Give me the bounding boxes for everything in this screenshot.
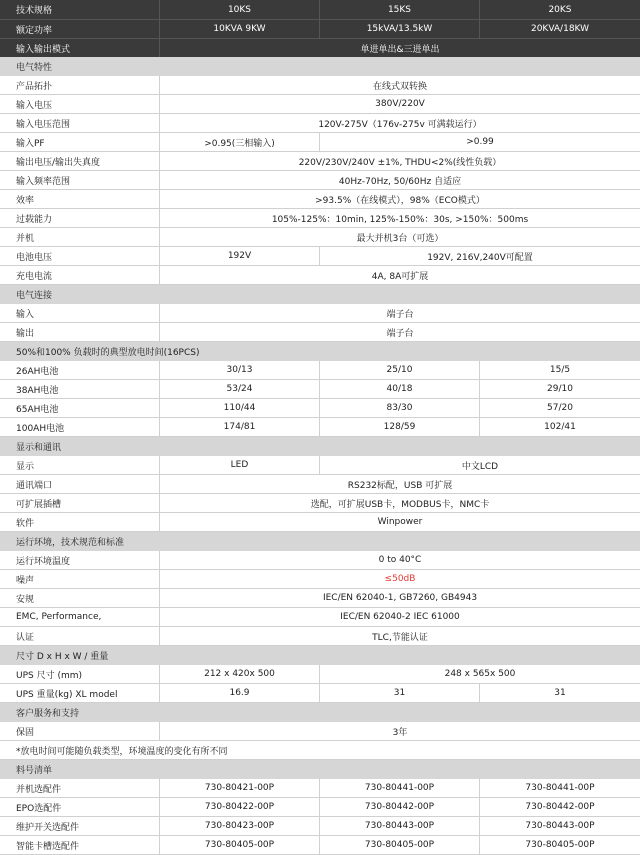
spec-row (0, 589, 640, 608)
model-10ks: 10KS (160, 0, 320, 19)
spec-label: 输入电压范围 (0, 114, 160, 132)
section-header (0, 532, 640, 551)
spec-label: 过载能力 (0, 209, 160, 227)
spec-row (0, 380, 640, 399)
spec-row (0, 836, 640, 855)
io-label: 输入输出模式 (0, 39, 160, 57)
spec-label: 并机选配件 (0, 779, 160, 797)
spec-row (0, 228, 640, 247)
power-label: 额定功率 (0, 20, 160, 38)
spec-value: 105%-125%：10min, 125%-150%：30s, >150%：500ms (271, 214, 529, 225)
spec-row (0, 608, 640, 627)
spec-label: 可扩展插槽 (0, 494, 160, 512)
spec-row (0, 114, 640, 133)
section-title: 电气特性 (16, 63, 53, 73)
spec-label: 软件 (0, 513, 160, 531)
spec-label: 输入PF (0, 133, 160, 151)
spec-label: EPO选配件 (0, 798, 160, 816)
spec-row (0, 152, 640, 171)
section-header (0, 342, 640, 361)
spec-row (0, 323, 640, 342)
spec-row (0, 171, 640, 190)
spec-row (0, 456, 640, 475)
spec-value: 730-80442-00P (320, 798, 480, 816)
spec-label: UPS 尺寸 (mm) (0, 665, 160, 683)
power-15ks: 15kVA/13.5kW (320, 20, 480, 38)
spec-value: 730-80443-00P (525, 821, 595, 831)
section-title: 显示和通讯 (16, 443, 62, 453)
spec-value: IEC/EN 62040-1, GB7260, GB4943 (322, 593, 478, 603)
spec-value: 端子台 (386, 328, 414, 339)
io-value: 单进单出&三进单出 (360, 44, 440, 55)
spec-value: 3年 (392, 727, 408, 738)
spec-label: 输入 (0, 304, 160, 322)
spec-value: 中文LCD (461, 461, 499, 472)
spec-row (0, 798, 640, 817)
spec-value: Winpower (377, 517, 423, 527)
power-10ks: 10KVA 9KW (160, 20, 320, 38)
spec-row (0, 209, 640, 228)
spec-label: 通讯端口 (0, 475, 160, 493)
spec-row (0, 684, 640, 703)
spec-label: 电池电压 (0, 247, 160, 265)
spec-value: 31 (554, 688, 566, 698)
footnote (0, 741, 640, 760)
spec-value: 83/30 (320, 399, 480, 417)
section-header (0, 646, 640, 665)
spec-value: 40Hz-70Hz, 50/60Hz 自适应 (338, 176, 462, 187)
spec-label: 产品拓扑 (0, 76, 160, 94)
spec-value: 128/59 (320, 418, 480, 436)
spec-label: 65AH电池 (0, 399, 160, 417)
spec-value: 30/13 (160, 361, 320, 379)
section-title: 料号清单 (16, 766, 53, 776)
spec-row (0, 418, 640, 437)
spec-value: TLC,节能认证 (372, 632, 428, 643)
spec-value: LED (160, 456, 320, 474)
section-title: 运行环境，技术规范和标准 (16, 538, 125, 548)
spec-value: 4A, 8A可扩展 (371, 271, 429, 282)
spec-value: 730-80405-00P (525, 840, 595, 850)
spec-value: 730-80405-00P (320, 836, 480, 854)
model-15ks: 15KS (320, 0, 480, 19)
spec-row (0, 570, 640, 589)
spec-value: 730-80441-00P (320, 779, 480, 797)
spec-label: 效率 (0, 190, 160, 208)
spec-value: 730-80443-00P (320, 817, 480, 835)
spec-value: 248 x 565x 500 (444, 669, 516, 679)
spec-value: 端子台 (386, 309, 414, 320)
spec-value: 730-80441-00P (525, 783, 595, 793)
spec-label: 输入频率范围 (0, 171, 160, 189)
spec-row (0, 247, 640, 266)
section-header (0, 760, 640, 779)
spec-label: 保固 (0, 722, 160, 740)
spec-value: 730-80422-00P (160, 798, 320, 816)
header-power-row (0, 19, 640, 38)
spec-row (0, 722, 640, 741)
header-label: 技术规格 (0, 0, 160, 19)
spec-label: 输入电压 (0, 95, 160, 113)
spec-value: 在线式双转换 (372, 81, 427, 92)
spec-label: 显示 (0, 456, 160, 474)
spec-value: >93.5%（在线模式），98%（ECO模式） (315, 195, 485, 206)
spec-row (0, 475, 640, 494)
spec-row (0, 817, 640, 836)
spec-value: 174/81 (160, 418, 320, 436)
spec-row (0, 494, 640, 513)
spec-value: 最大并机3台（可选） (356, 233, 444, 244)
spec-value: 220V/230V/240V ±1%, THDU<2%(线性负载） (298, 157, 502, 168)
spec-value: 16.9 (160, 684, 320, 702)
spec-value: 192V, 216V,240V可配置 (427, 252, 533, 263)
spec-value: 53/24 (160, 380, 320, 398)
header-io-row (0, 38, 640, 57)
spec-label: 运行环境温度 (0, 551, 160, 569)
spec-value: ≤50dB (384, 574, 416, 584)
spec-row (0, 399, 640, 418)
section-header (0, 437, 640, 456)
spec-label: 100AH电池 (0, 418, 160, 436)
section-header (0, 703, 640, 722)
spec-label: 维护开关选配件 (0, 817, 160, 835)
spec-value: 730-80423-00P (160, 817, 320, 835)
spec-row (0, 513, 640, 532)
spec-row (0, 266, 640, 285)
spec-label: 并机 (0, 228, 160, 246)
spec-label: 输出 (0, 323, 160, 341)
section-title: 电气连接 (16, 291, 53, 301)
spec-value: 120V-275V（176v-275v 可满载运行） (318, 119, 482, 130)
spec-value: 15/5 (549, 365, 571, 375)
spec-row (0, 627, 640, 646)
section-header (0, 57, 640, 76)
spec-value: 192V (160, 247, 320, 265)
spec-value: 57/20 (547, 403, 573, 413)
spec-value: 212 x 420x 500 (160, 665, 320, 683)
header-model-row (0, 0, 640, 19)
spec-value: 380V/220V (375, 99, 425, 109)
spec-row (0, 304, 640, 323)
spec-value: RS232标配，USB 可扩展 (347, 480, 453, 491)
power-20ks: 20KVA/18KW (530, 24, 590, 34)
spec-value: 25/10 (320, 361, 480, 379)
spec-row (0, 665, 640, 684)
spec-value: 31 (320, 684, 480, 702)
spec-value: IEC/EN 62040-2 IEC 61000 (340, 612, 460, 622)
spec-value: 730-80405-00P (160, 836, 320, 854)
section-title: 50%和100% 负载时的典型放电时间(16PCS) (16, 348, 200, 358)
spec-value: 40/18 (320, 380, 480, 398)
spec-value: 730-80421-00P (160, 779, 320, 797)
section-header (0, 285, 640, 304)
spec-label: 充电电流 (0, 266, 160, 284)
spec-label: 26AH电池 (0, 361, 160, 379)
spec-value: 0 to 40°C (378, 555, 422, 565)
spec-label: 安规 (0, 589, 160, 607)
spec-value: 730-80442-00P (525, 802, 595, 812)
spec-value: >0.99 (466, 137, 494, 147)
section-title: 尺寸 D x H x W / 重量 (16, 652, 109, 662)
spec-row (0, 779, 640, 798)
spec-label: 智能卡槽选配件 (0, 836, 160, 854)
spec-label: 噪声 (0, 570, 160, 588)
spec-row (0, 190, 640, 209)
spec-value: 29/10 (547, 384, 573, 394)
spec-row (0, 361, 640, 380)
spec-row (0, 76, 640, 95)
spec-value: 110/44 (160, 399, 320, 417)
spec-value: 102/41 (544, 422, 576, 432)
spec-label: 认证 (0, 627, 160, 645)
spec-label: EMC, Performance, (0, 608, 160, 626)
spec-label: 38AH电池 (0, 380, 160, 398)
section-title: 客户服务和支持 (16, 709, 80, 719)
spec-row (0, 95, 640, 114)
spec-row (0, 551, 640, 570)
footnote-text: *放电时间可能随负载类型，环境温度的变化有所不同 (16, 746, 228, 757)
spec-label: UPS 重量(kg) XL model (0, 684, 160, 702)
model-20ks: 20KS (548, 4, 572, 15)
spec-value: >0.95(三相输入) (160, 133, 320, 151)
spec-value: 选配，可扩展USB卡，MODBUS卡，NMC卡 (310, 499, 490, 510)
spec-row (0, 133, 640, 152)
spec-label: 输出电压/输出失真度 (0, 152, 160, 170)
